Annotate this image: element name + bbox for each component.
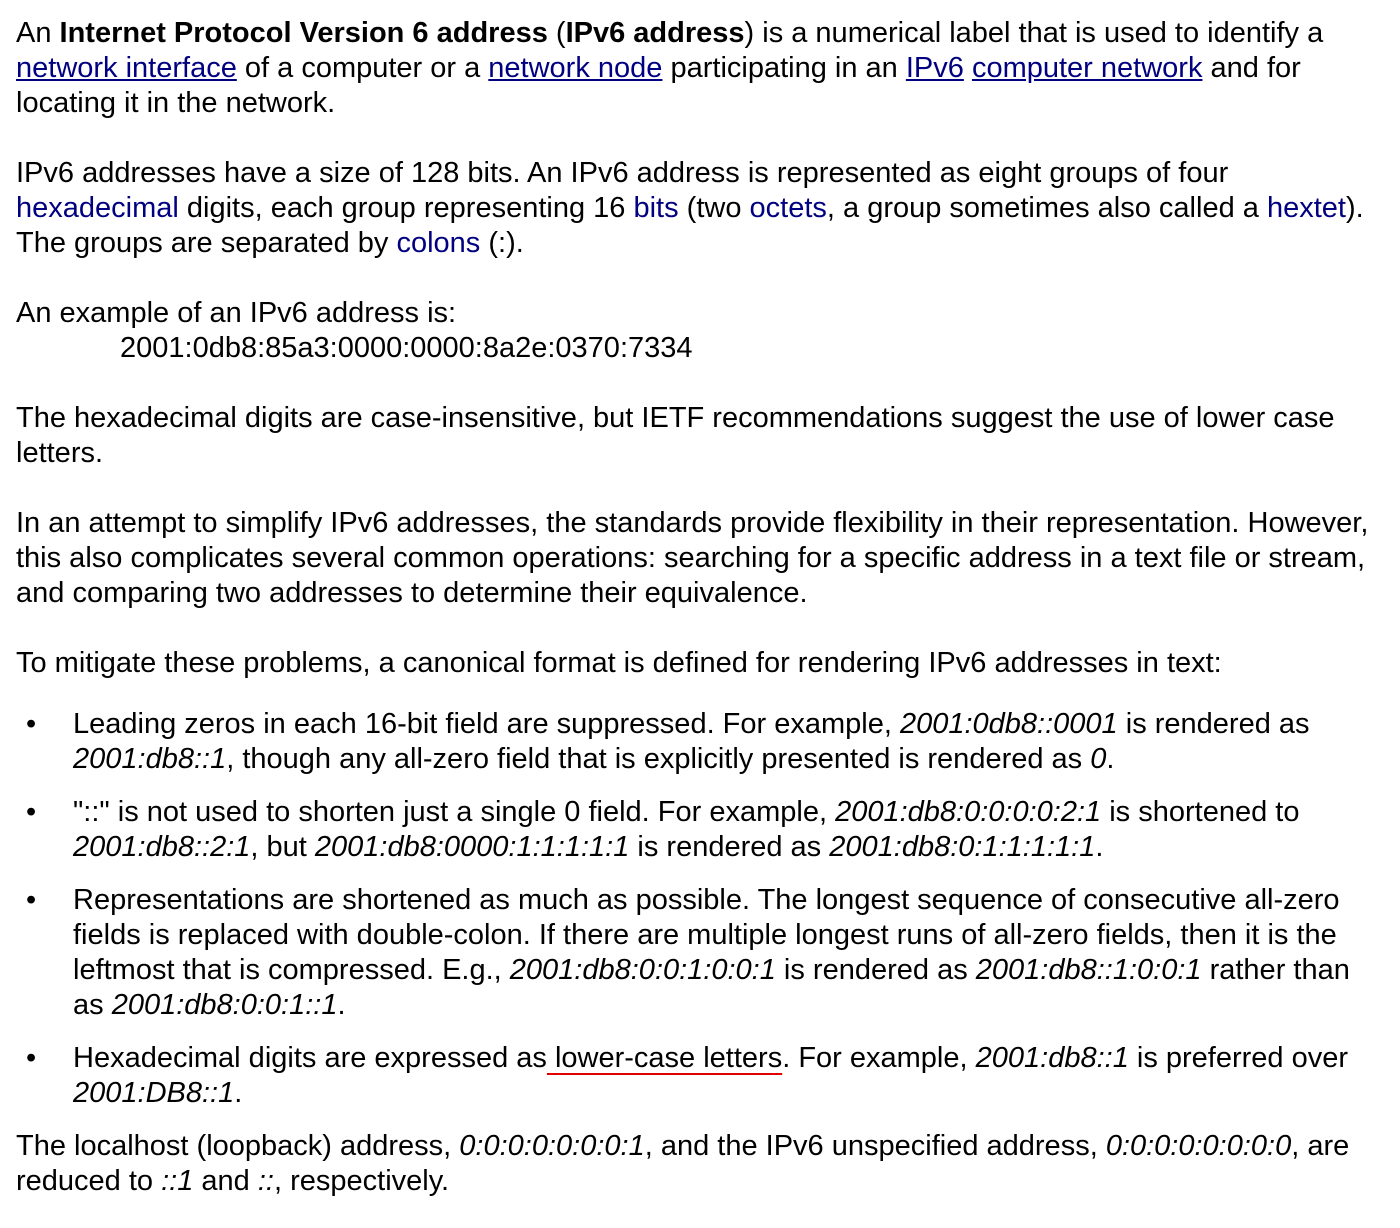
text: . <box>1106 743 1115 775</box>
link-computer-network[interactable]: computer network <box>971 52 1203 84</box>
text: is rendered as <box>1117 708 1310 740</box>
italic-address: 2001:db8::2:1 <box>73 831 251 863</box>
italic-address: 2001:db8:0000:1:1:1:1:1 <box>314 831 630 863</box>
italic-address: 2001:db8:0:0:0:0:2:1 <box>835 796 1102 828</box>
text: Hexadecimal digits are expressed as <box>73 1042 547 1074</box>
canonical-intro-paragraph <box>16 646 1376 681</box>
text: "::" is not used to shorten just a single 0 field. For example, <box>73 796 836 828</box>
text: , but <box>250 831 315 863</box>
canonical-rules-list <box>16 707 1376 1111</box>
text: The localhost (loopback) address, <box>16 1130 460 1162</box>
bold-term-ipv6-address: IPv6 address <box>565 17 745 49</box>
list-item <box>16 795 1376 865</box>
link-octets[interactable]: octets <box>749 192 827 224</box>
size-paragraph <box>16 156 1376 261</box>
bold-term-ipv6-address-full: Internet Protocol Version 6 address <box>59 17 548 49</box>
text: is preferred over <box>1128 1042 1349 1074</box>
text: To mitigate these problems, a canonical format is defined for rendering IPv6 addresses in text: <box>16 647 1222 679</box>
text: , are reduced to <box>16 1130 1350 1197</box>
italic-address: 0 <box>1090 743 1107 775</box>
italic-address: 2001:db8::1 <box>975 1042 1129 1074</box>
text <box>964 52 972 84</box>
link-network-node[interactable]: network node <box>488 52 663 84</box>
text: is shortened to <box>1101 796 1300 828</box>
example-intro: An example of an IPv6 address is: <box>16 297 457 329</box>
spellcheck-underlined-text[interactable]: lower-case letters <box>546 1042 783 1074</box>
text: ( <box>547 17 566 49</box>
text: An <box>16 17 60 49</box>
text: , a group sometimes also called a <box>826 192 1267 224</box>
text: , and the IPv6 unspecified address, <box>644 1130 1106 1162</box>
text: Leading zeros in each 16-bit field are suppressed. For example, <box>73 708 900 740</box>
italic-address: 2001:db8::1:0:0:1 <box>975 954 1202 986</box>
link-network-interface[interactable]: network interface <box>16 52 237 84</box>
italic-address: 2001:DB8::1 <box>73 1077 235 1109</box>
text: of a computer or a <box>236 52 489 84</box>
list-item <box>16 883 1376 1023</box>
link-hexadecimal[interactable]: hexadecimal <box>16 192 179 224</box>
text: , though any all-zero field that is explicitly presented is rendered as <box>226 743 1091 775</box>
text: ). The groups are separated by <box>16 192 1364 259</box>
text: and <box>193 1165 258 1197</box>
link-hextet[interactable]: hextet <box>1266 192 1346 224</box>
case-paragraph <box>16 401 1376 471</box>
bullet-icon: • <box>26 796 37 828</box>
text: . <box>1095 831 1104 863</box>
flexibility-paragraph <box>16 506 1376 611</box>
italic-address: :: <box>257 1165 274 1197</box>
text: is rendered as <box>629 831 830 863</box>
text: . For example, <box>782 1042 976 1074</box>
italic-address: 2001:0db8::0001 <box>899 708 1118 740</box>
text: (:). <box>480 227 524 259</box>
text: and for locating it in the network. <box>16 52 1301 119</box>
intro-paragraph <box>16 16 1376 121</box>
text: IPv6 addresses have a size of 128 bits. An IPv6 address is represented as eight groups of four <box>16 157 1229 189</box>
text: (two <box>678 192 750 224</box>
text: Representations are shortened as much as possible. The longest sequence of consecutive all-zero fields is replaced with double-colon. If there are multiple longest runs of all-zero fields, then it is the leftmost that is compressed. E.g., <box>73 884 1340 986</box>
text: , respectively. <box>273 1165 450 1197</box>
italic-address: 2001:db8:0:0:1:0:0:1 <box>509 954 776 986</box>
bullet-icon: • <box>26 708 37 740</box>
italic-address: 2001:db8:0:0:1::1 <box>111 989 338 1021</box>
link-ipv6[interactable]: IPv6 <box>905 52 964 84</box>
link-colons[interactable]: colons <box>396 227 481 259</box>
text: . <box>234 1077 243 1109</box>
bullet-icon: • <box>26 1042 37 1074</box>
text: is rendered as <box>775 954 976 986</box>
text: rather than as <box>73 954 1350 1021</box>
text: ) is a numerical label that is used to identify a <box>744 17 1324 49</box>
italic-address: 2001:db8::1 <box>73 743 227 775</box>
bullet-icon: • <box>26 884 37 916</box>
link-bits[interactable]: bits <box>633 192 679 224</box>
italic-address: ::1 <box>161 1165 194 1197</box>
text: In an attempt to simplify IPv6 addresses, the standards provide flexibility in their representation. However, this also complicates several common operations: searching for a specific address in a text file or stream, and comparing two addresses to determine their equivalence. <box>16 507 1369 609</box>
list-item <box>16 1041 1376 1111</box>
italic-address: 2001:db8:0:1:1:1:1:1 <box>829 831 1096 863</box>
text: The hexadecimal digits are case-insensitive, but IETF recommendations suggest the use of lower case letters. <box>16 402 1335 469</box>
list-item <box>16 707 1376 777</box>
text: . <box>337 989 346 1021</box>
localhost-paragraph <box>16 1129 1376 1199</box>
example-address: 2001:0db8:85a3:0000:0000:8a2e:0370:7334 <box>120 332 693 364</box>
italic-address: 0:0:0:0:0:0:0:0 <box>1105 1130 1292 1162</box>
text: digits, each group representing 16 <box>178 192 634 224</box>
italic-address: 0:0:0:0:0:0:0:1 <box>459 1130 645 1162</box>
example-paragraph <box>16 296 1376 366</box>
text: participating in an <box>662 52 906 84</box>
